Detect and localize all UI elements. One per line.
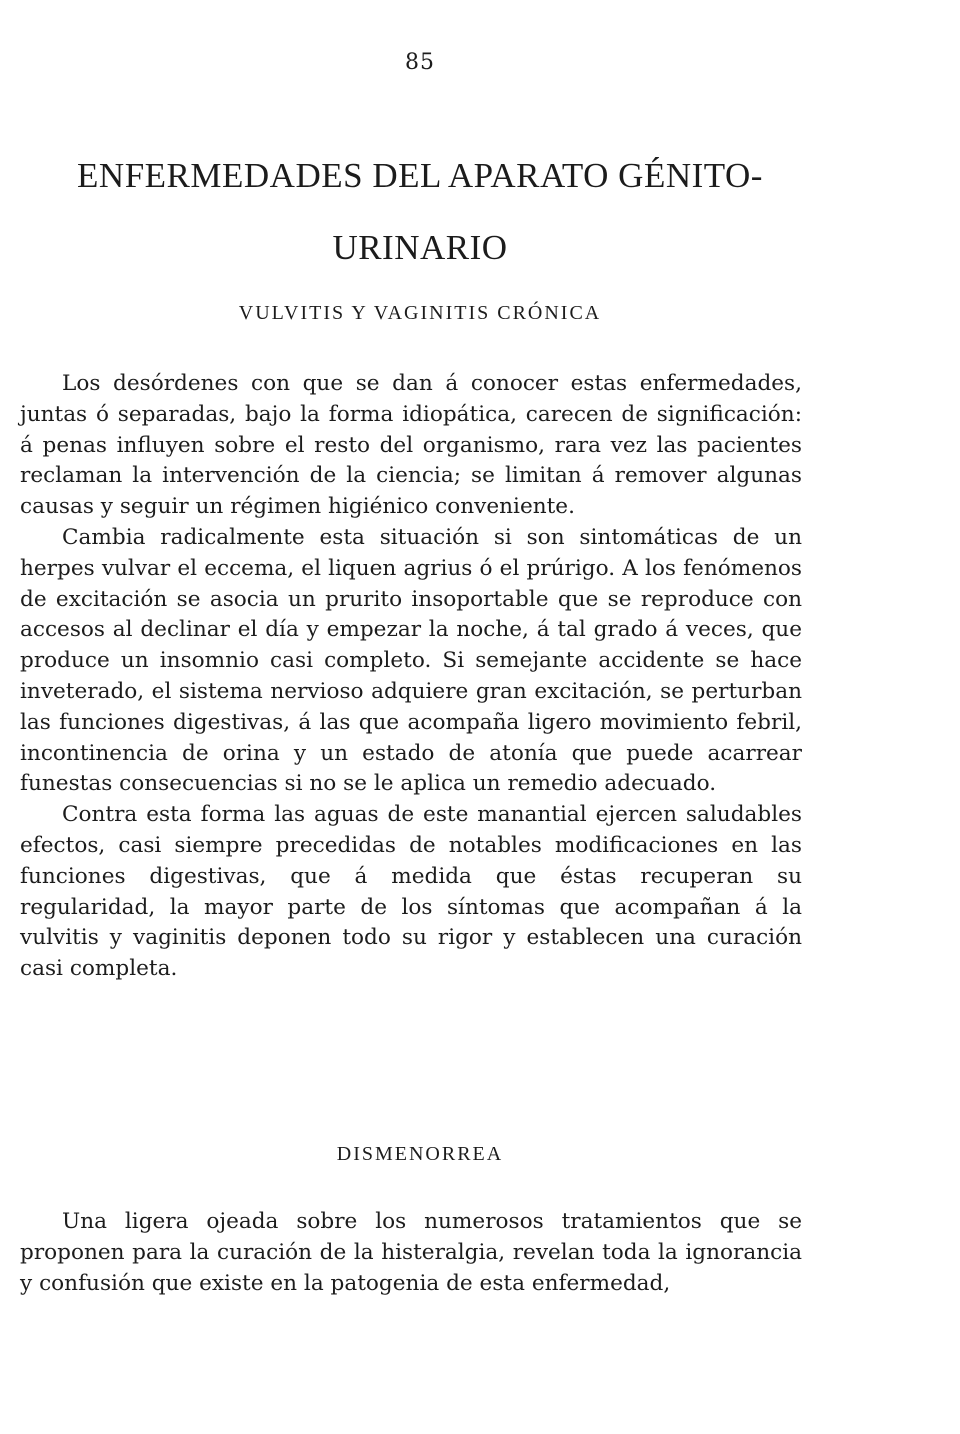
- section-heading-vulvitis: VULVITIS Y VAGINITIS CRÓNICA: [238, 302, 602, 324]
- chapter-title: ENFERMEDADES DEL APARATO GÉNITO-URINARIO: [77, 156, 763, 267]
- section-body-dismenorrea: [20, 1207, 802, 1299]
- paragraph: Cambia radicalmente esta situación si son sintomáticas de un herpes vulvar el eccema, el liquen agrius ó el prúrigo. A los fenómenos de excitación se asocia un prurito insoportable que se reproduce con accesos al declinar el día y empezar la noche, á tal grado á veces, que produce un insomnio casi completo. Si semejante accidente se hace inveterado, el sistema nervioso adquiere gran excitación, se perturban las funciones digestivas, á las que acompaña ligero movimiento febril, incontinencia de orina y un estado de atonía que puede acarrear funestas consecuencias si no se le aplica un remedio adecuado.: [20, 524, 802, 797]
- section-heading-dismenorrea: DISMENORREA: [336, 1143, 504, 1165]
- paragraph: Los desórdenes con que se dan á conocer estas enfermedades, juntas ó separadas, bajo la forma idiopática, carecen de significación: á penas influyen sobre el resto del organismo, rara vez las pacientes reclaman la intervención de la ciencia; se limitan á remover algunas causas y seguir un régimen higiénico conveniente.: [20, 371, 802, 520]
- section-body-vulvitis: [20, 369, 802, 985]
- paragraph: Contra esta forma las aguas de este manantial ejercen saludables efectos, casi siempre precedidas de notables modificaciones en las funciones digestivas, que á medida que éstas recuperan su regularidad, la mayor parte de los síntomas que acompañan á la vulvitis y vaginitis deponen todo su rigor y establecen una curación casi completa.: [20, 802, 802, 982]
- page-number: 85: [405, 50, 435, 75]
- paragraph: Una ligera ojeada sobre los numerosos tratamientos que se proponen para la curación de la histeralgia, revelan toda la ignorancia y confusión que existe en la patogenia de esta enfermedad,: [20, 1209, 802, 1296]
